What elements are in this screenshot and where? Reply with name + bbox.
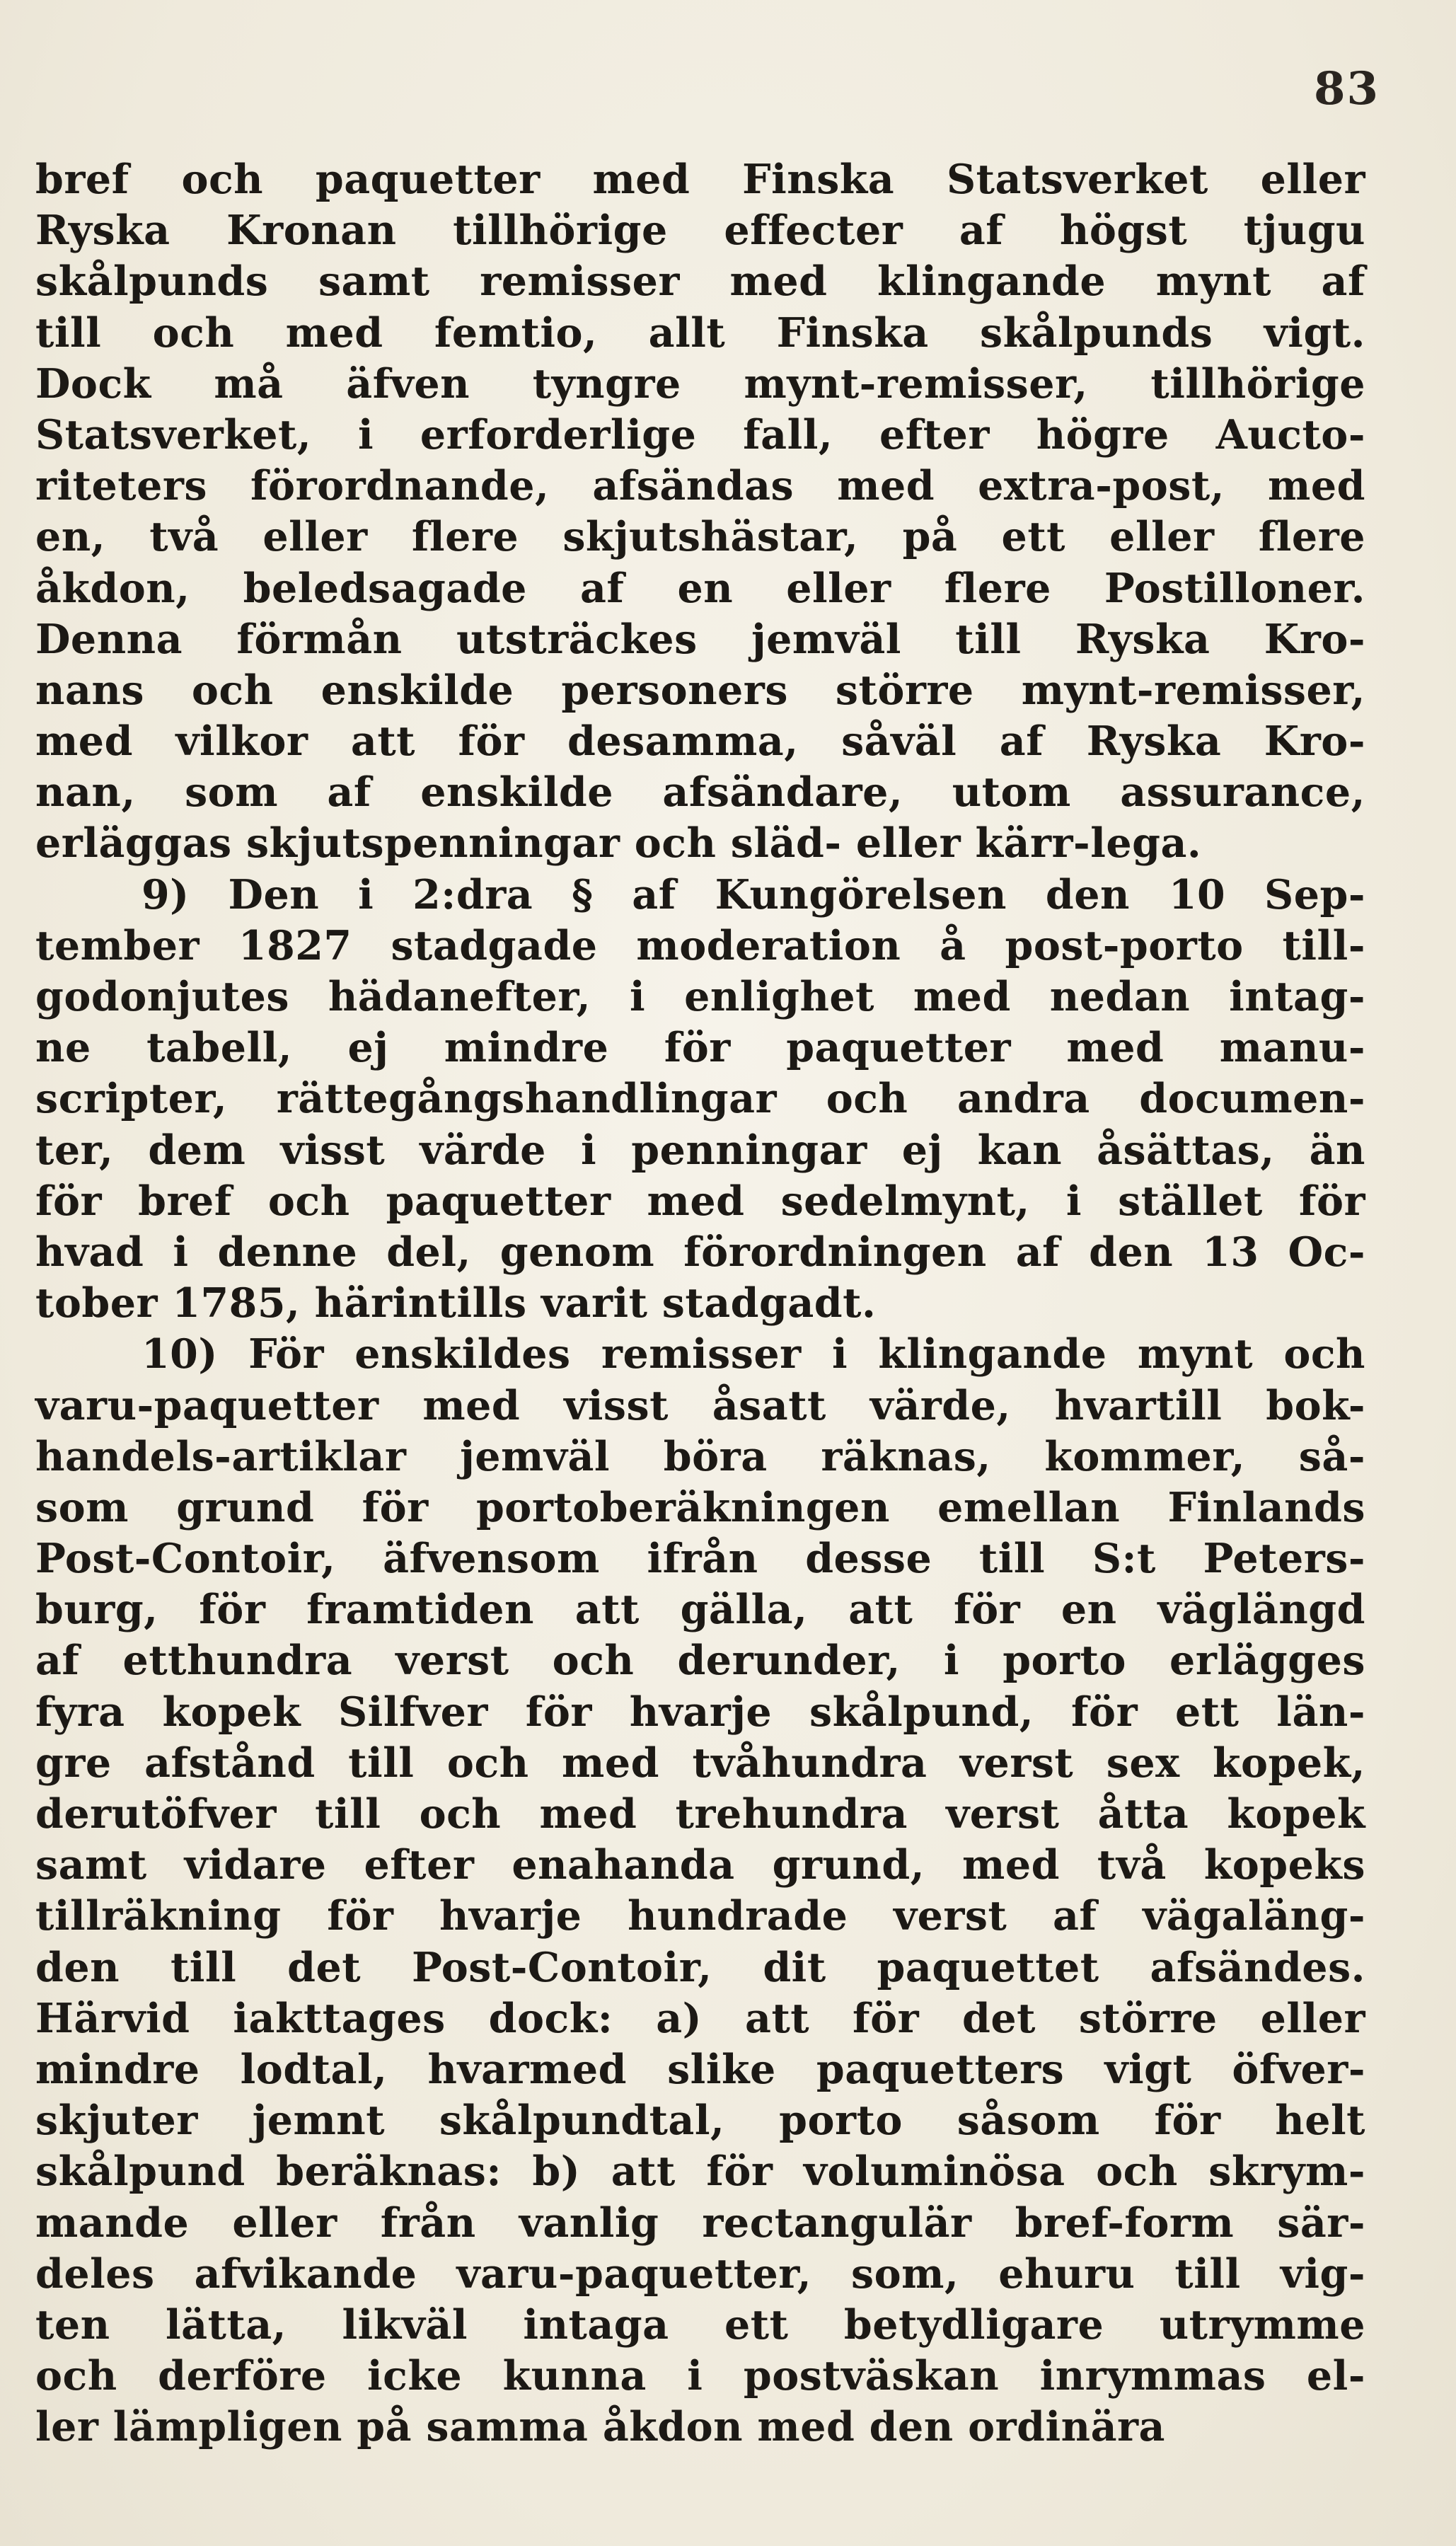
text-line: ter, dem visst värde i penningar ej kan åsättas, än bbox=[35, 1126, 1365, 1174]
text-line: den till det Post-Contoir, dit paquettet afsändes. bbox=[35, 1943, 1365, 1991]
text-line: en, två eller flere skjutshästar, på ett eller flere bbox=[35, 513, 1365, 561]
text-line: med vilkor att för desamma, såväl af Ryska Kro- bbox=[35, 718, 1365, 766]
text-line: Post-Contoir, äfvensom ifrån desse till S:t Peters- bbox=[35, 1535, 1365, 1583]
text-line: hvad i denne del, genom förordningen af den 13 Oc- bbox=[35, 1228, 1365, 1276]
text-line: handels-artiklar jemväl böra räknas, kommer, så- bbox=[35, 1432, 1365, 1480]
paragraph-10-start: 10) För enskildes remisser i klingande mynt och bbox=[141, 1330, 1365, 1378]
paragraph-9-start: 9) Den i 2:dra § af Kungörelsen den 10 Sep- bbox=[141, 870, 1365, 918]
text-line: mindre lodtal, hvarmed slike paquetters vigt öfver- bbox=[35, 2045, 1365, 2093]
text-line: bref och paquetter med Finska Statsverket eller bbox=[35, 156, 1365, 203]
text-line: burg, för framtiden att gälla, att för en väglängd bbox=[35, 1586, 1365, 1634]
body-text bbox=[35, 154, 1365, 2453]
text-line: nans och enskilde personers större mynt-remisser, bbox=[35, 666, 1365, 714]
text-line: Dock må äfven tyngre mynt-remisser, tillhörige bbox=[35, 359, 1365, 408]
text-line: ler lämpligen på samma åkdon med den ordinära bbox=[35, 2403, 1165, 2451]
text-line: Denna förmån utsträckes jemväl till Ryska Kro- bbox=[35, 615, 1365, 663]
text-line: samt vidare efter enahanda grund, med två kopeks bbox=[35, 1841, 1365, 1889]
text-line: af etthundra verst och derunder, i porto erlägges bbox=[35, 1637, 1365, 1685]
text-line: Statsverket, i erforderlige fall, efter högre Aucto- bbox=[35, 410, 1365, 459]
text-line: Ryska Kronan tillhörige effecter af högst tjugu bbox=[35, 207, 1365, 255]
text-line: tillräkning för hvarje hundrade verst af vägaläng- bbox=[35, 1892, 1365, 1940]
text-line: skjuter jemnt skålpundtal, porto såsom för helt bbox=[35, 2097, 1365, 2145]
text-line: scripter, rättegångshandlingar och andra documen- bbox=[35, 1075, 1365, 1123]
text-line: godonjutes hädanefter, i enlighet med nedan intag- bbox=[35, 973, 1365, 1020]
text-line: skålpunds samt remisser med klingande mynt af bbox=[35, 258, 1365, 306]
page-number: 83 bbox=[1313, 62, 1380, 115]
text-line: som grund för portoberäkningen emellan Finlands bbox=[35, 1483, 1365, 1531]
text-line: erläggas skjutspenningar och släd- eller kärr-lega. bbox=[35, 819, 1202, 868]
text-line: Härvid iakttages dock: a) att för det större eller bbox=[35, 1994, 1365, 2042]
text-line: för bref och paquetter med sedelmynt, i stället för bbox=[35, 1177, 1365, 1225]
text-line: derutöfver till och med trehundra verst åtta kopek bbox=[35, 1790, 1365, 1838]
text-line: och derföre icke kunna i postväskan inrymmas el- bbox=[35, 2352, 1365, 2400]
text-line: fyra kopek Silfver för hvarje skålpund, för ett län- bbox=[35, 1688, 1365, 1736]
text-line: skålpund beräknas: b) att för voluminösa och skrym- bbox=[35, 2148, 1365, 2196]
text-line: åkdon, beledsagade af en eller flere Postilloner. bbox=[35, 564, 1365, 612]
text-line: riteters förordnande, afsändas med extra-post, med bbox=[35, 462, 1365, 510]
text-line: tober 1785, härintills varit stadgadt. bbox=[35, 1279, 877, 1327]
text-line: ten lätta, likväl intaga ett betydligare utrymme bbox=[35, 2300, 1365, 2349]
text-line: gre afstånd till och med tvåhundra verst sex kopek, bbox=[35, 1739, 1365, 1787]
text-line: varu-paquetter med visst åsatt värde, hvartill bok- bbox=[35, 1381, 1365, 1429]
text-line: nan, som af enskilde afsändare, utom assurance, bbox=[35, 768, 1365, 817]
text-line: till och med femtio, allt Finska skålpunds vigt. bbox=[35, 309, 1365, 357]
text-line: tember 1827 stadgade moderation å post-porto till- bbox=[35, 921, 1365, 969]
text-line: mande eller från vanlig rectangulär bref-form sär- bbox=[35, 2199, 1365, 2247]
text-line: ne tabell, ej mindre för paquetter med manu- bbox=[35, 1024, 1365, 1072]
text-line: deles afvikande varu-paquetter, som, ehuru till vig- bbox=[35, 2250, 1365, 2298]
